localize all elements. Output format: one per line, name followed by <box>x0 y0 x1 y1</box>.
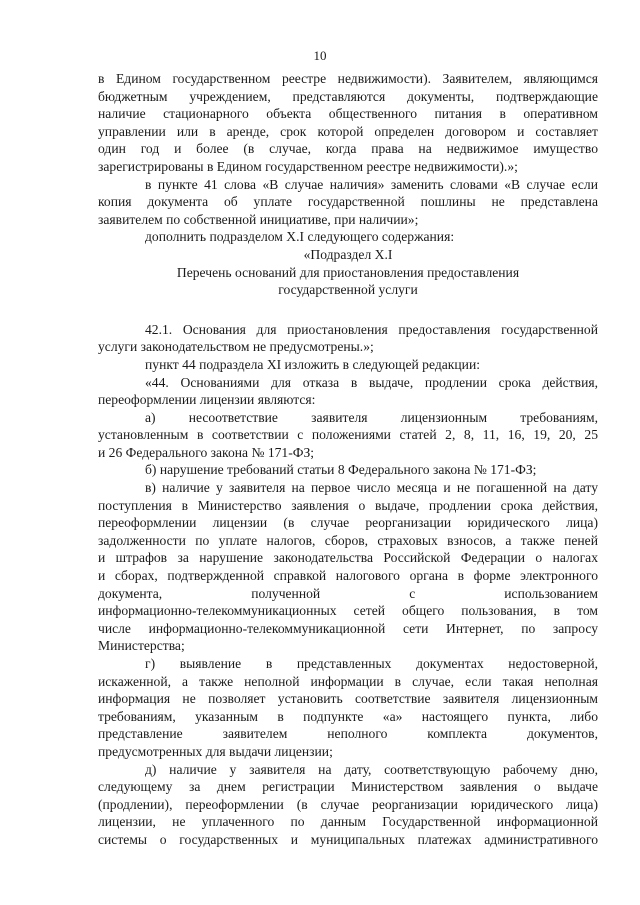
text-line: поступления в Министерство заявления о выдаче, продлении срока действия, <box>98 497 598 513</box>
paragraph <box>98 70 598 176</box>
text-line: задолженности по уплате налогов, сборов, страховых взносов, а также пеней <box>98 532 598 548</box>
text-line: дополнить подразделом X.I следующего содержания: <box>145 229 455 245</box>
text-line: и сборах, подтвержденной справкой налогового органа в форме электронного <box>98 568 598 584</box>
text-line: в Едином государственном реестре недвижимости). Заявителем, являющимся <box>98 71 598 86</box>
text-line: б) нарушение требований статьи 8 Федерального закона № 171-ФЗ; <box>145 462 537 478</box>
text-line: г) выявление в представленных документах недостоверной, <box>145 656 598 671</box>
text-line: и 26 Федерального закона № 171-ФЗ; <box>98 444 315 460</box>
text-line: документа, полученной с использованием <box>98 585 598 601</box>
text-line: лицензии, не уплаченного по данным Государственной информационной <box>98 814 598 830</box>
text-line: и штрафов за нарушение законодательства Российской Федерации о налогах <box>98 550 598 566</box>
text-line: представление заявителем неполного комплекта документов, <box>98 726 598 742</box>
text-line: государственной услуги <box>278 282 418 298</box>
paragraph <box>98 321 598 356</box>
subsection-title <box>98 264 598 299</box>
text-line: в пункте 41 слова «В случае наличия» заменить словами «В случае если <box>145 176 598 192</box>
text-line: заявителем по собственной инициативе, при наличии»; <box>98 211 419 227</box>
list-item-g <box>98 655 598 761</box>
text-line: числе информационно-телекоммуникационной сети Интернет, по запросу <box>98 620 598 636</box>
paragraph <box>98 228 598 246</box>
text-line: установленным в соответствии с положениями статей 2, 8, 11, 16, 19, 20, 25 <box>98 427 598 443</box>
text-line: (продлении), переоформлении (в случае реорганизации юридического лица) <box>98 796 598 812</box>
text-line: «Подраздел X.I <box>303 246 393 262</box>
text-line: Перечень оснований для приостановления предоставления <box>176 264 520 280</box>
text-line: наличие стационарного объекта общественного питания в оперативном <box>98 106 598 122</box>
text-line: переоформлении лицензии являются: <box>98 392 316 408</box>
list-item-a <box>98 409 598 462</box>
text-line: следующему за днем регистрации Министерством заявления о выдаче <box>98 779 598 795</box>
list-item-b <box>98 461 598 479</box>
page-number: 10 <box>313 48 327 63</box>
paragraph <box>98 356 598 374</box>
text-line: а) несоответствие заявителя лицензионным требованиям, <box>145 409 598 425</box>
text-line: один год и более (в случае, когда права на недвижимое имущество <box>98 141 598 157</box>
list-item-v <box>98 479 598 655</box>
paragraph <box>98 176 598 229</box>
document-body <box>98 70 598 849</box>
text-line: д) наличие у заявителя на дату, соответствующую рабочему дню, <box>145 761 598 777</box>
spacer <box>98 299 598 321</box>
paragraph <box>98 374 598 409</box>
subsection-heading <box>98 246 598 264</box>
text-line: предусмотренных для выдачи лицензии; <box>98 743 333 759</box>
text-line: копия документа об уплате государственной пошлины не представлена <box>98 194 598 210</box>
text-line: «44. Основаниями для отказа в выдаче, продлении срока действия, <box>145 374 598 390</box>
text-line: 42.1. Основания для приостановления предоставления государственной <box>145 321 598 337</box>
text-line: управлении или в аренде, срок которой определен договором и составляет <box>98 123 598 139</box>
text-line: пункт 44 подраздела XI изложить в следующей редакции: <box>145 356 480 372</box>
text-line: зарегистрированы в Едином государственном реестре недвижимости).»; <box>98 158 518 174</box>
list-item-d <box>98 761 598 849</box>
text-line: услуги законодательством не предусмотрены.»; <box>98 339 374 355</box>
text-line: в) наличие у заявителя на первое число месяца и не погашенной на дату <box>145 480 598 496</box>
text-line: Министерства; <box>98 638 185 654</box>
text-line: информационно-телекоммуникационных сетей общего пользования, в том <box>98 603 598 619</box>
text-line: искаженной, а также неполной информации в случае, если такая неполная <box>98 673 598 689</box>
text-line: требованиям, указанным в подпункте «а» настоящего пункта, либо <box>98 708 598 724</box>
text-line: переоформлении лицензии (в случае реорганизации юридического лица) <box>98 515 598 531</box>
text-line: информация не позволяет установить соответствие заявителя лицензионным <box>98 691 598 707</box>
text-line: бюджетным учреждением, представляются документы, подтверждающие <box>98 88 598 104</box>
text-line: системы о государственных и муниципальных платежах административного <box>98 831 598 847</box>
